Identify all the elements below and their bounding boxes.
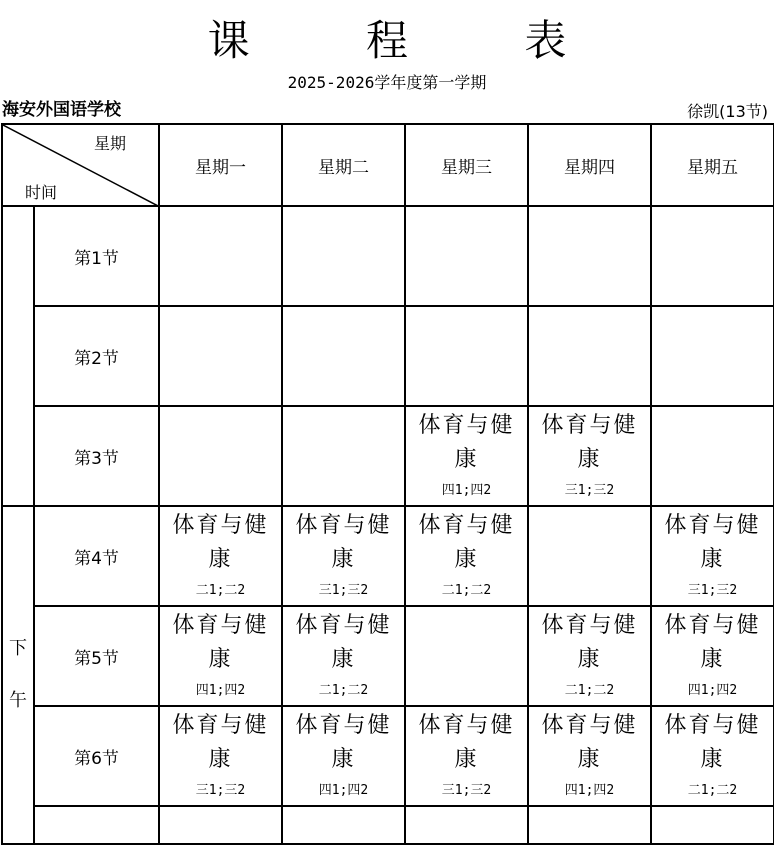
period-row: [2, 506, 774, 606]
subject-name-cont: 康: [454, 446, 479, 472]
empty-cell: [282, 206, 405, 306]
class-list: 三1;三2: [564, 482, 615, 498]
empty-cell: [651, 206, 774, 306]
subject-name-cont: 康: [454, 746, 479, 772]
corner-time-label: 时间: [25, 183, 58, 202]
empty-cell: [528, 806, 651, 844]
subject-name: 体育与健: [541, 712, 638, 738]
day-header: 星期四: [528, 124, 651, 206]
title-char: 课: [207, 16, 250, 65]
subject-name-cont: 康: [577, 446, 602, 472]
subject-name-cont: 康: [700, 646, 725, 672]
subject-name: 体育与健: [418, 712, 515, 738]
class-list: 三1;三2: [318, 582, 369, 598]
lesson-cell: [528, 406, 651, 506]
empty-cell: [528, 206, 651, 306]
subject-name-cont: 康: [208, 546, 233, 572]
subject-name-cont: 康: [700, 546, 725, 572]
day-header: 星期三: [405, 124, 528, 206]
subject-name-cont: 康: [577, 746, 602, 772]
subject-name: 体育与健: [295, 512, 392, 538]
lesson-cell: [528, 706, 651, 806]
subject-name: 体育与健: [295, 712, 392, 738]
lesson-cell: [159, 606, 282, 706]
period-label: [34, 806, 159, 844]
period-row: [2, 406, 774, 506]
title-char: 程: [365, 16, 408, 65]
subject-name: 体育与健: [541, 612, 638, 638]
subject-name-cont: 康: [208, 646, 233, 672]
title-char: 表: [524, 16, 567, 65]
period-row: [2, 806, 774, 844]
header-row: [2, 124, 774, 206]
empty-cell: [159, 806, 282, 844]
lesson-cell: [405, 706, 528, 806]
corner-week-label: 星期: [93, 134, 126, 153]
empty-cell: [651, 306, 774, 406]
subject-name-cont: 康: [331, 646, 356, 672]
empty-cell: [159, 206, 282, 306]
class-list: 四1;四2: [318, 782, 369, 798]
empty-cell: [159, 306, 282, 406]
lesson-cell: [651, 606, 774, 706]
lesson-cell: [651, 506, 774, 606]
period-label: 第6节: [34, 706, 159, 806]
subject-name-cont: 康: [454, 546, 479, 572]
empty-cell: [282, 306, 405, 406]
lesson-cell: [159, 706, 282, 806]
page-title: [0, 8, 774, 68]
lesson-cell: [528, 606, 651, 706]
empty-cell: [159, 406, 282, 506]
period-row: [2, 706, 774, 806]
period-label: 第4节: [34, 506, 159, 606]
class-list: 二1;二2: [564, 682, 615, 698]
afternoon-label-char: 午: [9, 690, 27, 711]
corner-cell: [2, 124, 159, 206]
class-list: 四1;四2: [441, 482, 492, 498]
morning-side-cell: [2, 206, 34, 506]
subject-name: 体育与健: [418, 412, 515, 438]
period-label: 第2节: [34, 306, 159, 406]
class-list: 三1;三2: [195, 782, 246, 798]
class-list: 二1;二2: [318, 682, 369, 698]
day-header: 星期五: [651, 124, 774, 206]
period-label: 第1节: [34, 206, 159, 306]
empty-cell: [405, 806, 528, 844]
subject-name: 体育与健: [172, 612, 269, 638]
school-name: 海安外国语学校: [2, 100, 121, 120]
teacher-name: 徐凯(13节): [687, 102, 768, 121]
lesson-cell: [282, 706, 405, 806]
period-row: [2, 606, 774, 706]
day-header: 星期二: [282, 124, 405, 206]
class-list: 三1;三2: [441, 782, 492, 798]
class-list: 三1;三2: [687, 582, 738, 598]
lesson-cell: [282, 606, 405, 706]
subject-name: 体育与健: [664, 712, 761, 738]
subject-name-cont: 康: [331, 546, 356, 572]
empty-cell: [405, 206, 528, 306]
empty-cell: [405, 306, 528, 406]
class-list: 四1;四2: [687, 682, 738, 698]
lesson-cell: [159, 506, 282, 606]
timetable: [1, 123, 774, 845]
period-label: 第3节: [34, 406, 159, 506]
period-row: [2, 206, 774, 306]
subject-name-cont: 康: [577, 646, 602, 672]
subject-name: 体育与健: [172, 712, 269, 738]
subject-name: 体育与健: [172, 512, 269, 538]
subject-name: 体育与健: [418, 512, 515, 538]
lesson-cell: [405, 406, 528, 506]
afternoon-label: [2, 506, 34, 844]
subject-name: 体育与健: [664, 512, 761, 538]
empty-cell: [651, 806, 774, 844]
empty-cell: [528, 306, 651, 406]
class-list: 二1;二2: [195, 582, 246, 598]
lesson-cell: [405, 506, 528, 606]
class-list: 四1;四2: [195, 682, 246, 698]
subject-name: 体育与健: [295, 612, 392, 638]
lesson-cell: [282, 506, 405, 606]
afternoon-label-char: 下: [9, 638, 27, 659]
subject-name-cont: 康: [331, 746, 356, 772]
subject-name-cont: 康: [208, 746, 233, 772]
period-row: [2, 306, 774, 406]
class-list: 二1;二2: [687, 782, 738, 798]
subject-name-cont: 康: [700, 746, 725, 772]
class-list: 四1;四2: [564, 782, 615, 798]
period-label: 第5节: [34, 606, 159, 706]
empty-cell: [282, 406, 405, 506]
subject-name: 体育与健: [664, 612, 761, 638]
empty-cell: [282, 806, 405, 844]
class-list: 二1;二2: [441, 582, 492, 598]
empty-cell: [651, 406, 774, 506]
empty-cell: [528, 506, 651, 606]
empty-cell: [405, 606, 528, 706]
semester-subtitle: 2025-2026学年度第一学期: [287, 73, 487, 92]
subject-name: 体育与健: [541, 412, 638, 438]
lesson-cell: [651, 706, 774, 806]
day-header: 星期一: [159, 124, 282, 206]
